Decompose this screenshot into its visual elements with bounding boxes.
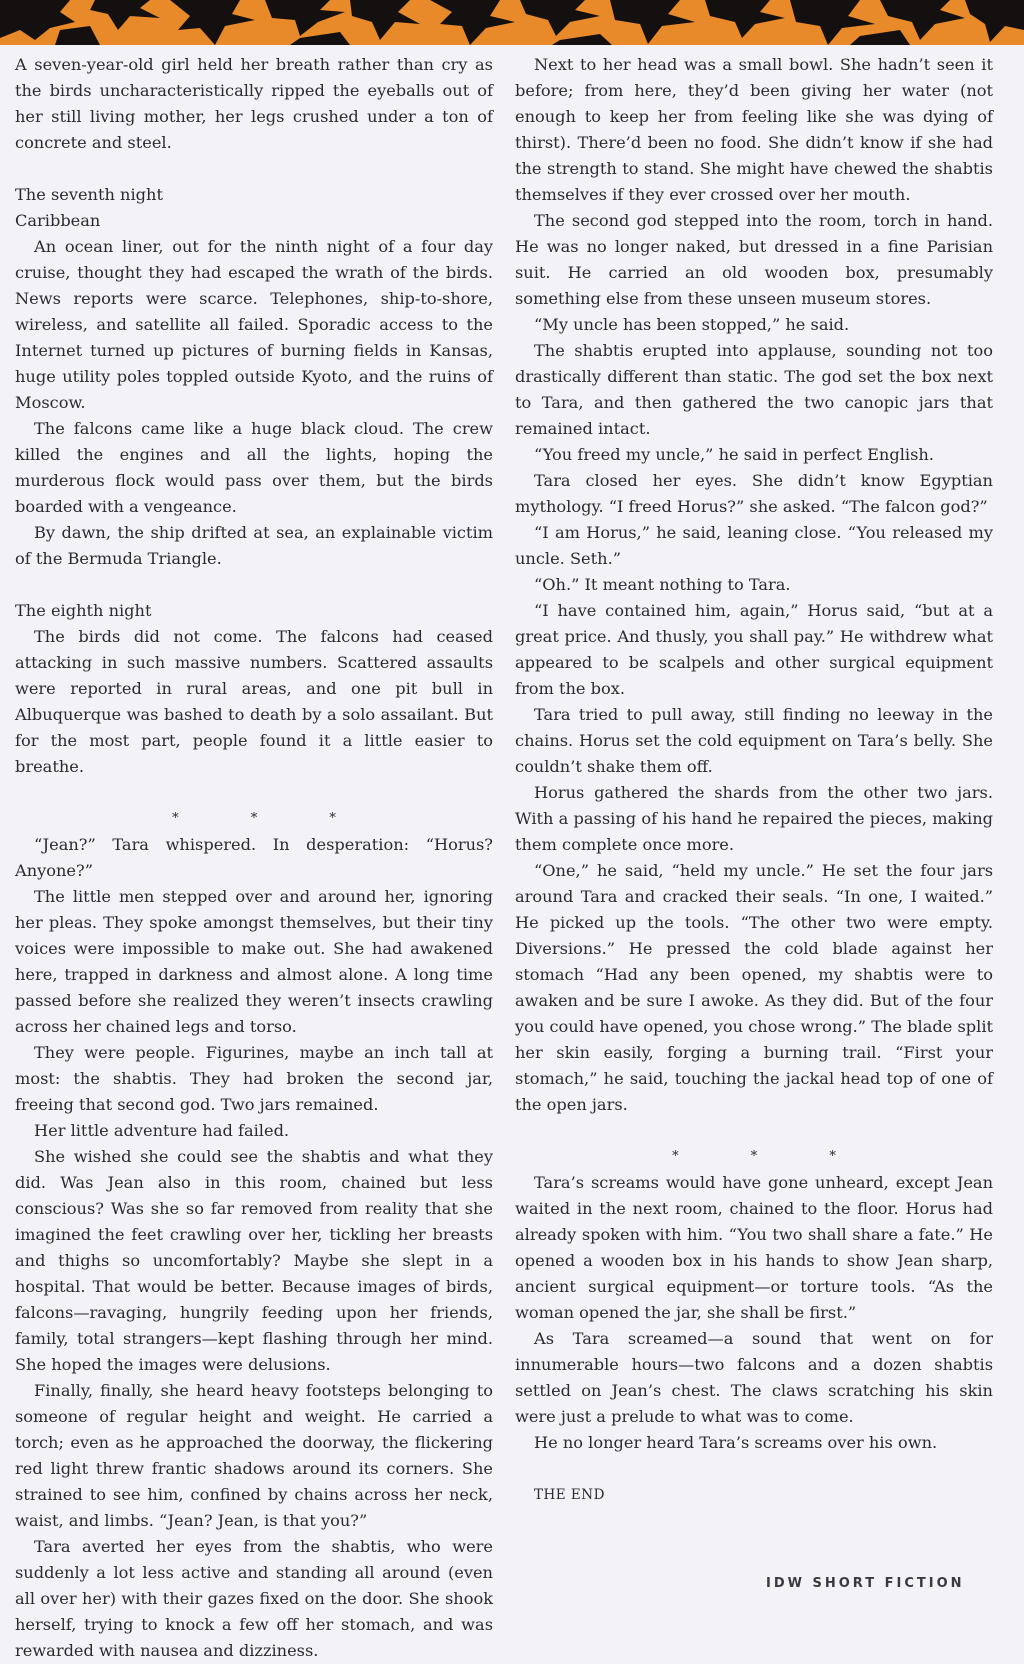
paragraph: Tara’s screams would have gone unheard, except Jean waited in the next room, chained to the floor. Horus had already spoken with him. “You two shall share a fate.” He opened a wooden box in his hands to show Jean sharp, ancient surgical equipment—or torture tools. “As the woman opened the jar, she shall be first.” bbox=[515, 1173, 993, 1322]
spacer bbox=[15, 780, 493, 806]
right-column bbox=[515, 52, 993, 1508]
spacer bbox=[515, 1118, 993, 1144]
the-end-label: THE END bbox=[534, 1487, 605, 1503]
paragraph: “My uncle has been stopped,” he said. bbox=[534, 315, 850, 334]
section-heading: The seventh night bbox=[15, 185, 163, 204]
section-heading: The eighth night bbox=[15, 601, 152, 620]
paragraph: Finally, finally, she heard heavy footsteps belonging to someone of regular height and weight. He carried a torch; even as he approached the doorway, the flickering red light threw frantic shadows around its corners. She strained to see him, confined by chains across her neck, waist, and limbs. “Jean? Jean, is that you?” bbox=[15, 1381, 493, 1530]
paragraph: The shabtis erupted into applause, sounding not too drastically different than static. The god set the box next to Tara, and then gathered the two canopic jars that remained intact. bbox=[515, 341, 993, 438]
paragraph: As Tara screamed—a sound that went on for innumerable hours—two falcons and a dozen shabtis settled on Jean’s chest. The claws scratching his skin were just a prelude to what was to come. bbox=[515, 1329, 993, 1426]
paragraph: She wished she could see the shabtis and what they did. Was Jean also in this room, chained but less conscious? Was she so far removed from reality that she imagined the feet crawling over her, tickling her breasts and thighs so uncomfortably? Maybe she slept in a hospital. That would be better. Because images of birds, falcons—ravaging, hungrily feeding upon her friends, family, total strangers—kept flashing through her mind. She hoped the images were delusions. bbox=[15, 1147, 493, 1374]
paragraph: Tara closed her eyes. She didn’t know Egyptian mythology. “I freed Horus?” she asked. “The falcon god?” bbox=[515, 471, 993, 516]
paragraph: “I am Horus,” he said, leaning close. “You released my uncle. Seth.” bbox=[515, 523, 993, 568]
falcon-silhouette-pattern bbox=[0, 0, 1024, 45]
paragraph: “I have contained him, again,” Horus said, “but at a great price. And thusly, you shall pay.” He withdrew what appeared to be scalpels and other surgical equipment from the box. bbox=[515, 601, 993, 698]
paragraph: The little men stepped over and around her, ignoring her pleas. They spoke amongst themselves, but their tiny voices were impossible to make out. She had awakened here, trapped in darkness and almost alone. A long time passed before she realized they weren’t insects crawling across her chained legs and torso. bbox=[15, 887, 493, 1036]
decorative-falcon-banner bbox=[0, 0, 1024, 45]
spacer bbox=[15, 156, 493, 182]
paragraph: The falcons came like a huge black cloud. The crew killed the engines and all the lights, hoping the murderous flock would pass over them, but the birds boarded with a vengeance. bbox=[15, 419, 493, 516]
section-subheading: Caribbean bbox=[15, 211, 101, 230]
paragraph: Next to her head was a small bowl. She hadn’t seen it before; from here, they’d been giving her water (not enough to keep her from feeling like she was dying of thirst). There’d been no food. She didn’t know if she had the strength to stand. She might have chewed the shabtis themselves if they ever crossed over her mouth. bbox=[515, 55, 993, 204]
paragraph: “Jean?” Tara whispered. In desperation: “Horus? Anyone?” bbox=[15, 835, 493, 880]
paragraph: By dawn, the ship drifted at sea, an explainable victim of the Bermuda Triangle. bbox=[15, 523, 493, 568]
paragraph: Horus gathered the shards from the other two jars. With a passing of his hand he repaired the pieces, making them complete once more. bbox=[515, 783, 993, 854]
paragraph: He no longer heard Tara’s screams over his own. bbox=[534, 1433, 938, 1452]
paragraph: “One,” he said, “held my uncle.” He set the four jars around Tara and cracked their seals. “In one, I waited.” He picked up the tools. “The other two were empty. Diversions.” He pressed the cold blade against her stomach “Had any been opened, my shabtis were to awaken and be sure I awoke. As they did. But of the four you could have opened, you chose wrong.” The blade split her skin easily, forging a burning trail. “First your stomach,” he said, touching the jackal head top of one of the open jars. bbox=[515, 861, 993, 1114]
paragraph: “You freed my uncle,” he said in perfect English. bbox=[534, 445, 934, 464]
paragraph: An ocean liner, out for the ninth night of a four day cruise, thought they had escaped the wrath of the birds. News reports were scarce. Telephones, ship-to-shore, wireless, and satellite all failed. Sporadic access to the Internet turned up pictures of burning fields in Kansas, huge utility poles toppled outside Kyoto, and the ruins of Moscow. bbox=[15, 237, 493, 412]
scene-break-separator: * * * bbox=[672, 1149, 870, 1164]
scene-break-separator: * * * bbox=[172, 811, 370, 826]
paragraph: Her little adventure had failed. bbox=[34, 1121, 290, 1140]
paragraph: A seven-year-old girl held her breath rather than cry as the birds uncharacteristically ripped the eyeballs out of her still living mother, her legs crushed under a ton of concrete and steel. bbox=[15, 55, 493, 152]
spacer bbox=[515, 1456, 993, 1482]
spacer bbox=[15, 572, 493, 598]
paragraph: “Oh.” It meant nothing to Tara. bbox=[534, 575, 791, 594]
paragraph: Tara tried to pull away, still finding no leeway in the chains. Horus set the cold equipment on Tara’s belly. She couldn’t shake them off. bbox=[515, 705, 993, 776]
paragraph: The second god stepped into the room, torch in hand. He was no longer naked, but dressed in a fine Parisian suit. He carried an old wooden box, presumably something else from these unseen museum stores. bbox=[515, 211, 993, 308]
left-column bbox=[15, 52, 493, 1664]
paragraph: The birds did not come. The falcons had ceased attacking in such massive numbers. Scattered assaults were reported in rural areas, and one pit bull in Albuquerque was bashed to death by a solo assailant. But for the most part, people found it a little easier to breathe. bbox=[15, 627, 493, 776]
footer-publication-title: IDW SHORT FICTION bbox=[766, 1576, 965, 1591]
paragraph: Tara averted her eyes from the shabtis, who were suddenly a lot less active and standing all around (even all over her) with their gazes fixed on the door. She shook herself, trying to knock a few off her stomach, and was rewarded with nausea and dizziness. bbox=[15, 1537, 493, 1660]
paragraph: They were people. Figurines, maybe an inch tall at most: the shabtis. They had broken the second jar, freeing that second god. Two jars remained. bbox=[15, 1043, 493, 1114]
